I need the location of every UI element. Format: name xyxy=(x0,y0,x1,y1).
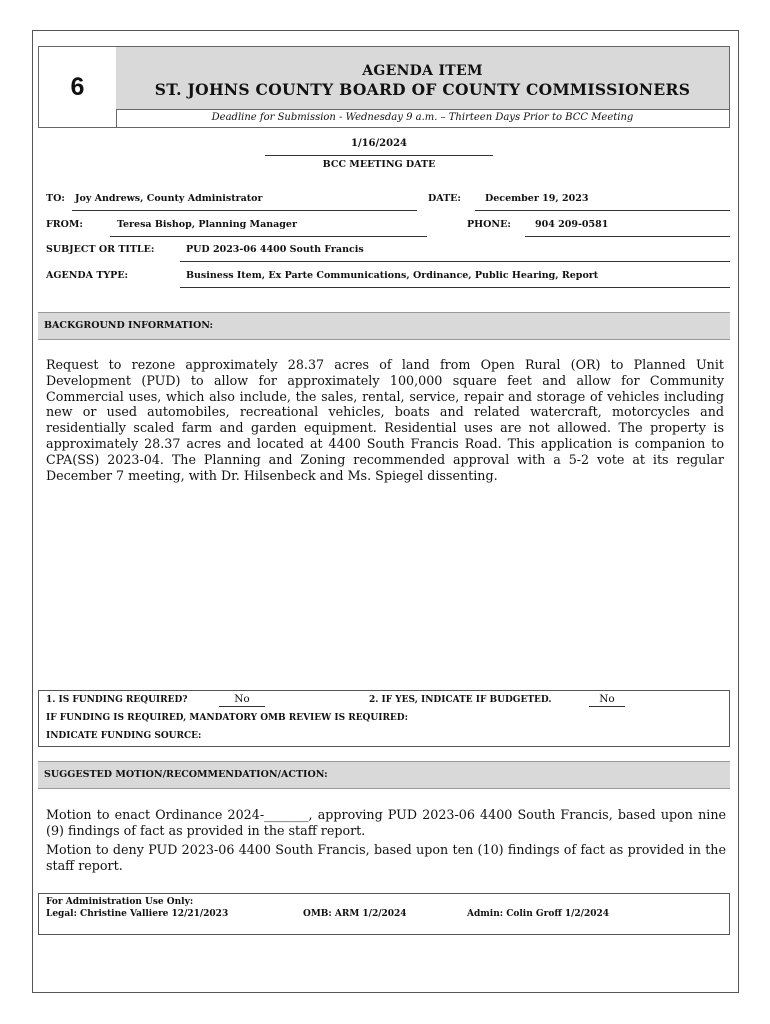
meeting-date-rule xyxy=(265,155,493,156)
date-rule xyxy=(475,210,730,211)
agenda-type-value: Business Item, Ex Parte Communications, Ordinance, Public Hearing, Report xyxy=(186,270,599,281)
from-label: FROM: xyxy=(46,219,83,230)
motion-heading: SUGGESTED MOTION/RECOMMENDATION/ACTION: xyxy=(38,761,730,789)
agenda-title-line1: AGENDA ITEM xyxy=(362,63,483,79)
subject-label: SUBJECT OR TITLE: xyxy=(46,244,155,255)
subject-value: PUD 2023-06 4400 South Francis xyxy=(186,244,364,255)
bcc-meeting-date-value: 1/16/2024 xyxy=(350,138,407,149)
background-heading: BACKGROUND INFORMATION: xyxy=(38,312,730,340)
motion-deny: Motion to deny PUD 2023-06 4400 South Francis, based upon ten (10) findings of fact as provided in the staff report. xyxy=(46,842,726,873)
legal-signoff: Legal: Christine Valliere 12/21/2023 xyxy=(46,909,229,919)
agenda-header xyxy=(38,46,730,128)
agenda-type-rule xyxy=(180,287,730,288)
bcc-meeting-date-label: BCC MEETING DATE xyxy=(322,159,436,170)
phone-value: 904 209-0581 xyxy=(535,219,609,230)
funding-source-label: INDICATE FUNDING SOURCE: xyxy=(46,731,202,741)
funding-required-label: 1. IS FUNDING REQUIRED? xyxy=(46,695,188,705)
to-label: TO: xyxy=(46,193,65,204)
background-text: Request to rezone approximately 28.37 acres of land from Open Rural (OR) to Planned Unit Development (PUD) to allow for approximately 100,000 square feet and allow for Community Commercial uses, which also include, the sales, rental, service, repair and storage of vehicles including new or used automobiles, recreational vehicles, boats and related watercraft, motorcycles and residentially scaled farm and garden equipment. Residential uses are not allowed. The property is approximately 28.37 acres and located at 4400 South Francis Road. This application is companion to CPA(SS) 2023-04. The Planning and Zoning recommended approval with a 5-2 vote at its regular December 7 meeting, with Dr. Hilsenbeck and Ms. Spiegel dissenting. xyxy=(46,357,724,483)
agenda-title xyxy=(116,47,729,110)
admin-signoff: Admin: Colin Groff 1/2/2024 xyxy=(467,909,609,919)
funding-budgeted-label: 2. IF YES, INDICATE IF BUDGETED. xyxy=(369,695,552,705)
agenda-type-label: AGENDA TYPE: xyxy=(46,270,129,281)
funding-box xyxy=(38,690,730,747)
admin-use-heading: For Administration Use Only: xyxy=(46,897,194,907)
from-value: Teresa Bishop, Planning Manager xyxy=(117,219,297,230)
date-label: DATE: xyxy=(428,193,461,204)
motion-approve: Motion to enact Ordinance 2024-_______, approving PUD 2023-06 4400 South Francis, based upon nine (9) findings of fact as provided in the staff report. xyxy=(46,807,726,838)
subject-rule xyxy=(180,261,730,262)
agenda-title-line2: ST. JOHNS COUNTY BOARD OF COUNTY COMMISSIONERS xyxy=(154,80,691,99)
submission-deadline: Deadline for Submission - Wednesday 9 a.m. – Thirteen Days Prior to BCC Meeting xyxy=(211,112,634,123)
phone-label: PHONE: xyxy=(467,219,511,230)
date-value: December 19, 2023 xyxy=(485,193,589,204)
to-value: Joy Andrews, County Administrator xyxy=(75,193,263,204)
funding-required-value: No xyxy=(219,693,265,707)
to-rule xyxy=(72,210,417,211)
omb-signoff: OMB: ARM 1/2/2024 xyxy=(303,909,407,919)
admin-use-box xyxy=(38,893,730,935)
phone-rule xyxy=(525,236,730,237)
from-rule xyxy=(110,236,427,237)
agenda-item-number: 6 xyxy=(39,47,117,127)
funding-budgeted-value: No xyxy=(589,693,625,707)
omb-review-note: IF FUNDING IS REQUIRED, MANDATORY OMB REVIEW IS REQUIRED: xyxy=(46,713,408,723)
